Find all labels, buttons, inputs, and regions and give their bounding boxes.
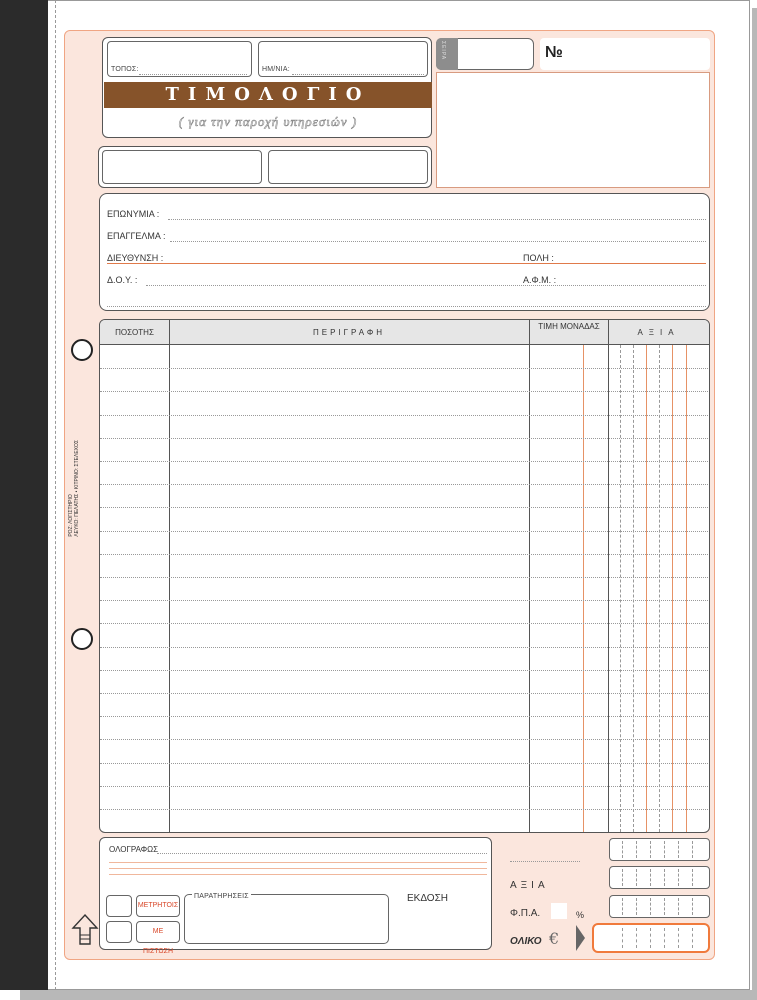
in-words-line-3 — [109, 868, 487, 869]
table-row-line — [100, 693, 708, 694]
address-line — [107, 263, 706, 264]
document-subtitle: ( για την παροχή υπηρεσιών ) — [178, 114, 358, 129]
number-label: № — [545, 44, 563, 61]
vat-rate-field[interactable] — [551, 903, 567, 919]
net-value-top-field[interactable] — [609, 838, 710, 861]
document-title: ΤΙΜΟΛΟΓΙΟ — [104, 82, 432, 108]
table-row-line — [100, 739, 708, 740]
profession-dotline — [170, 241, 706, 242]
items-table — [99, 319, 710, 833]
amount-digit-guide — [622, 928, 623, 948]
col-value: ΑΞΙΑ — [637, 328, 680, 337]
in-words-line-4 — [109, 874, 487, 875]
amount-digit-guide — [636, 869, 637, 886]
table-row-line — [100, 763, 708, 764]
tax-office-label: Δ.Ο.Υ. : — [107, 275, 138, 285]
table-row-line — [100, 554, 708, 555]
digit-guide-5 — [672, 345, 673, 832]
customer-panel — [99, 193, 710, 311]
vat-number-label: Α.Φ.Μ. : — [523, 275, 557, 285]
table-row-line — [100, 507, 708, 508]
euro-icon: € — [549, 929, 560, 948]
amount-digit-guide — [636, 841, 637, 858]
in-words-line-2 — [109, 862, 487, 863]
table-row-line — [100, 577, 708, 578]
vat-amount-field[interactable] — [609, 895, 710, 918]
cash-option[interactable]: ΜΕΤΡΗΤΟΙΣ — [136, 895, 180, 917]
amount-digit-guide — [650, 841, 651, 858]
credit-option[interactable]: ΜΕ ΠΙΣΤΩΣΗ — [136, 921, 180, 943]
table-row-line — [100, 716, 708, 717]
amount-digit-guide — [692, 841, 693, 858]
col-unit-price: ΤΙΜΗ ΜΟΝΑΔΑΣ — [538, 322, 600, 331]
amount-digit-guide — [636, 898, 637, 915]
amount-digit-guide — [664, 841, 665, 858]
in-words-line-1 — [157, 853, 487, 854]
credit-checkbox[interactable] — [106, 921, 132, 943]
table-row-line — [100, 786, 708, 787]
amount-digit-guide — [650, 869, 651, 886]
table-row-line — [100, 415, 708, 416]
date-label: ΗΜ/ΝΙΑ: — [262, 66, 290, 73]
perforation-line — [55, 0, 56, 990]
divider-description — [529, 320, 530, 832]
in-words-label: ΟΛΟΓΡΑΦΩΣ — [109, 845, 159, 854]
name-label: ΕΠΩΝΥΜΙΑ : — [107, 209, 160, 219]
binding-strip — [0, 0, 48, 990]
amount-digit-guide — [622, 898, 623, 915]
copy-note-line2: ΛΕΥΚΟ: ΠΕΛΑΤΗΣ • ΚΙΤΡΙΝΟ: ΣΤΕΛΕΧΟΣ — [74, 440, 80, 537]
stamp-box — [436, 72, 710, 188]
amount-digit-guide — [622, 841, 623, 858]
amount-digit-guide — [678, 869, 679, 886]
table-row-line — [100, 461, 708, 462]
amount-digit-guide — [692, 898, 693, 915]
date-dotline — [292, 74, 424, 75]
number-field[interactable] — [540, 38, 710, 70]
digit-guide-1 — [620, 345, 621, 832]
copy-distribution-note — [68, 440, 80, 537]
net-value-label: ΑΞΙΑ — [510, 880, 549, 891]
divider-quantity — [169, 320, 170, 832]
extra-field-left[interactable] — [102, 150, 262, 184]
vat-label: Φ.Π.Α. — [510, 908, 541, 919]
net-value-field[interactable] — [609, 866, 710, 889]
cash-checkbox[interactable] — [106, 895, 132, 917]
amount-digit-guide — [622, 869, 623, 886]
table-row-line — [100, 531, 708, 532]
digit-guide-6 — [686, 345, 687, 832]
amount-digit-guide — [664, 898, 665, 915]
table-row-line — [100, 623, 708, 624]
punch-hole-bottom — [71, 628, 93, 650]
amount-digit-guide — [650, 898, 651, 915]
table-row-line — [100, 670, 708, 671]
amount-digit-guide — [678, 898, 679, 915]
series-label: ΣΕΙΡΑ — [440, 41, 446, 61]
divider-price-cents — [583, 345, 584, 832]
amount-digit-guide — [650, 928, 651, 948]
tax-office-dotline — [146, 285, 706, 286]
table-row-line — [100, 600, 708, 601]
amount-digit-guide — [664, 869, 665, 886]
place-label: ΤΟΠΟΣ: — [111, 66, 139, 73]
page-shadow-right — [752, 8, 757, 1000]
digit-guide-4 — [659, 345, 660, 832]
customer-bottom-dotline — [107, 306, 706, 307]
issue-label: ΕΚΔΟΣΗ — [407, 893, 448, 904]
table-row-line — [100, 484, 708, 485]
place-dotline — [139, 74, 247, 75]
col-description: ΠΕΡΙΓΡΑΦΗ — [312, 328, 386, 337]
table-row-line — [100, 368, 708, 369]
amount-digit-guide — [678, 928, 679, 948]
profession-label: ΕΠΑΓΓΕΛΜΑ : — [107, 231, 166, 241]
notes-label: ΠΑΡΑΤΗΡΗΣΕΙΣ — [194, 893, 249, 900]
punch-hole-top — [71, 339, 93, 361]
city-label: ΠΟΛΗ : — [523, 253, 554, 263]
amount-digit-guide — [678, 841, 679, 858]
table-row-line — [100, 391, 708, 392]
digit-guide-3 — [646, 345, 647, 832]
page-shadow-bottom — [20, 990, 757, 1000]
notes-field[interactable] — [184, 894, 389, 944]
copy-note-line1: ΡΟΖ: ΛΟΓΙΣΤΗΡΙΟ — [68, 494, 74, 537]
table-row-line — [100, 438, 708, 439]
percent-sign: % — [576, 910, 585, 920]
amount-digit-guide — [692, 869, 693, 886]
total-label: ΟΛΙΚΟ — [510, 936, 542, 947]
digit-guide-2 — [633, 345, 634, 832]
table-row-line — [100, 809, 708, 810]
totals-dotline — [510, 861, 580, 862]
name-dotline — [168, 219, 706, 220]
publisher-logo — [70, 913, 100, 947]
address-label: ΔΙΕΥΘΥΝΣΗ : — [107, 253, 164, 263]
arrow-right-icon — [576, 925, 585, 951]
table-row-line — [100, 647, 708, 648]
divider-price — [608, 320, 609, 832]
extra-field-right[interactable] — [268, 150, 428, 184]
col-quantity: ΠΟΣΟΤΗΣ — [115, 328, 154, 337]
amount-digit-guide — [692, 928, 693, 948]
amount-digit-guide — [636, 928, 637, 948]
amount-digit-guide — [664, 928, 665, 948]
